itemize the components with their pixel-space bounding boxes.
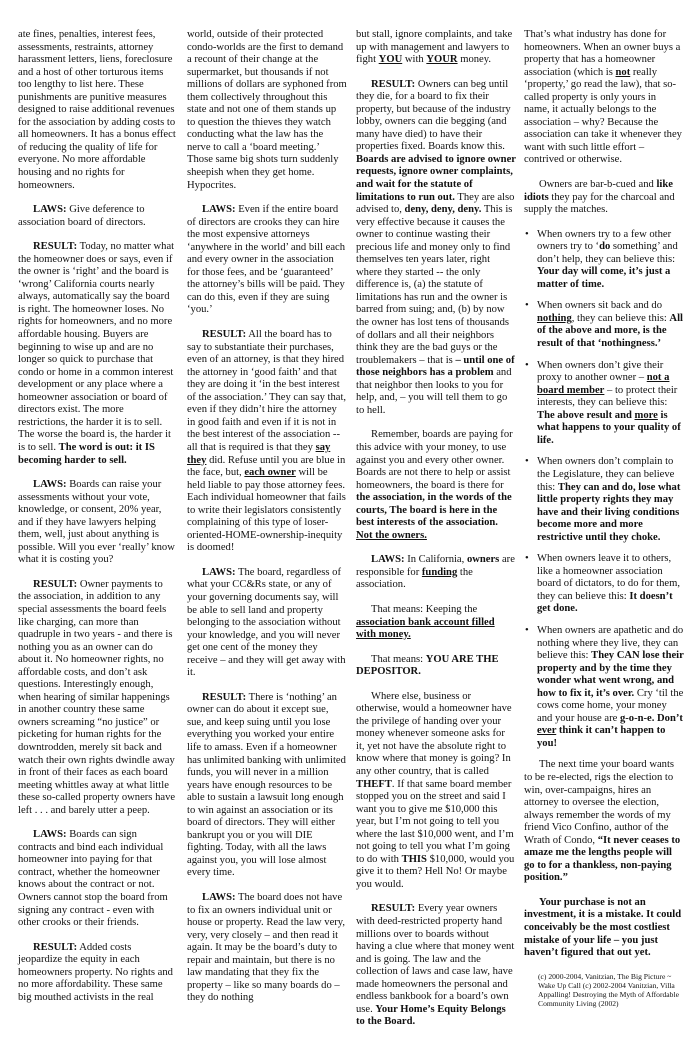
- paragraph-text: Owners are bar-b-cued and: [539, 179, 657, 191]
- paragraph-text: $10,000, would you give it to them? Hell No! Or maybe you would.: [356, 853, 515, 890]
- paragraph: [18, 829, 176, 929]
- paragraph-text: money.: [457, 54, 492, 66]
- paragraph: [356, 654, 516, 679]
- paragraph-text: and that neighbor then looks to you for help, and, – you will tell them to go to hell.: [356, 367, 512, 416]
- emphasis-text: “It never ceases to amaze me the lengths people will go to for a thankless, non-paying position.”: [524, 834, 681, 884]
- emphasis-text: Your day will come, it’s just a matter of time.: [537, 266, 671, 290]
- paragraph-text: , they can believe this:: [571, 312, 670, 324]
- paragraph-text: When owners sit back and do: [537, 300, 663, 312]
- paragraph-text: but stall, ignore complaints, and take up with management and lawyers to fight: [356, 29, 513, 66]
- paragraph: [187, 204, 347, 317]
- paragraph-text: They are also advised to,: [356, 191, 515, 216]
- paragraph: [18, 241, 176, 467]
- paragraph-text: That’s what industry has done for homeowners. When an owner buys a property that has a homeowner association (which is: [524, 29, 681, 78]
- result-label: RESULT:: [33, 941, 78, 953]
- paragraph-text: will be held liable to pay those attorney fees. Each individual homeowner that fails to write their legislators consistently complaining of this type of loser-oriented-HOME-ownership-inequity is doomed!: [187, 467, 346, 554]
- paragraph: [356, 903, 516, 1028]
- paragraph-text: This is very effective because it causes the owner to continue wasting their precious life and money only to find themselves ten years later, right where they started -- the only difference is, (a) the statute of limitations has run and the owner is barred from suing; and, (b) by now the owner has lost tens of thousands of dollars and all their neighbors think they are the bad guys or the troublemakers – that is: [356, 204, 513, 366]
- emphasis-text: All of the above and more, is the result of that ‘nothingness.’: [537, 312, 683, 350]
- bullet-icon: •: [525, 553, 529, 565]
- paragraph-text: Owners can beg until they die, for a board to fix their property, but because of the industry lobby, owners can die begging (and many have died) to have their properties fixed. Boards know this.: [356, 78, 511, 153]
- paragraph-text: When owners try to a few other owners try to ‘: [537, 228, 672, 253]
- emphasis-text: think it can’t happen to you!: [537, 725, 666, 749]
- list-item: [524, 300, 684, 350]
- text-column-3: [356, 29, 516, 1041]
- paragraph: [356, 429, 516, 542]
- underlined-text: ever: [537, 725, 557, 737]
- paragraph: [187, 567, 347, 680]
- paragraph: [187, 29, 347, 192]
- underlined-text: more: [634, 409, 658, 421]
- paragraph-text: The next time your board wants to be re-elected, rigs the election to win, over-campaigns, hires an attorney to oversee the election, always remember the words of my friend Vico Confino, author of the Wrath of Condo,: [524, 759, 675, 846]
- emphasis-text: owners: [466, 554, 500, 566]
- paragraph: [18, 942, 176, 1005]
- paragraph-text: Remember, boards are paying for this advice with your money, to use against you and every other owner. Boards are not there to help or assist homeowners, the board is there for: [356, 429, 513, 491]
- paragraph-text: In California,: [404, 554, 467, 566]
- bullet-icon: •: [525, 300, 529, 312]
- paragraph-text: That means:: [371, 653, 426, 665]
- paragraph-text: When owners don’t give their proxy to another owner –: [537, 359, 664, 384]
- paragraph-text: are responsible for: [356, 554, 515, 578]
- paragraph-text: Give deference to association board of directors.: [18, 204, 146, 228]
- paragraph-text: When owners don’t complain to the Legislature, they can believe this:: [537, 456, 675, 493]
- paragraph-text: When owners leave it to others, like a homeowner association board of dictators, to do for them, they can believe this:: [537, 553, 680, 602]
- paragraph: [356, 79, 516, 418]
- bullet-icon: •: [525, 624, 529, 636]
- text-column-1: [18, 29, 176, 1016]
- paragraph-text: Today, no matter what the homeowner does or says, even if the owner is ‘right’ and the board is ‘wrong’ California courts nearly always, automatically say the board is right. The homeowner loses. No rights for homeowners, and no more affordable housing. Buyers are beginning to wise up and are no longer so quick to purchase that condo or home in a common interest development or any place where a homeowner association or board of directors exist. The more restrictions, the harder it is to sell. The worse the board is, the harder it is to sell.: [18, 241, 175, 453]
- underlined-text: each owner: [244, 467, 296, 479]
- paragraph: [524, 179, 684, 217]
- underlined-text: association bank account filled with money.: [356, 616, 495, 641]
- paragraph-text: really ‘property,’ go read the law), that so-called property is only yours in name, it actually belongs to the association – why? Because the association can take it whenever they want with such little effort – contrived or otherwise.: [524, 66, 682, 166]
- underlined-text: funding: [421, 566, 458, 578]
- underlined-text: nothing: [537, 312, 572, 324]
- paragraph: [356, 554, 516, 592]
- list-item: [524, 229, 684, 292]
- emphasis-text: the association, in the words of the courts, The board is here in the best interests of the association.: [356, 492, 512, 529]
- bullet-icon: •: [525, 456, 529, 468]
- paragraph-text: the association.: [356, 566, 473, 591]
- paragraph-text: Even if the entire board of directors are crooks they can hire the most expensive attorneys ‘anywhere in the world’ and bill each and every owner in the association for those fees, and be ‘guaranteed’ the attorney’s bills will be paid. They can do this, even if they are suing ‘you.’: [187, 204, 346, 316]
- laws-label: LAWS:: [202, 892, 236, 903]
- emphasis-text: It doesn’t get done.: [537, 590, 673, 615]
- paragraph-text: Cry ‘til the cows come home, your money and your house are: [537, 687, 684, 724]
- emphasis-text: – until one of those neighbors has a problem: [356, 354, 515, 379]
- result-label: RESULT:: [202, 691, 247, 703]
- paragraph-text: Boards can raise your assessments without your vote, knowledge, or consent, 20% year, and if they have lawyers helping them, well, just about anything is possible. Will you ever ‘really’ know what it is costing you?: [18, 479, 175, 566]
- paragraph-text: . If that same board member stopped you on the street and said I want you to give me $10,000 this year, but I’m not going to tell you where the last $10,000 went, and I’m not going to tell you what I’m going to do with: [356, 778, 514, 865]
- emphasis-text: The above result and: [537, 409, 635, 421]
- paragraph-text: Added costs jeopardize the equity in each homeowners property. No rights and no more affordability. These same big mouthed activists in the real: [18, 941, 173, 1003]
- list-item: [524, 456, 684, 544]
- paragraph-text: All the board has to say to substantiate their purchases, even of an attorney, is that they hired the attorney in ‘good faith’ and that they are doing it ‘in the best interest of the association.’ They can say that, even if they didn’t hire the attorney in good faith and even if it is not in the best interest of the association -- all that is required is that they: [187, 329, 347, 453]
- paragraph: [356, 691, 516, 892]
- paragraph-text: Owner payments to the association, in addition to any special assessments the board feels like charging, can more than quadruple in two years - and there is nothing you as an owner can do about it. No homeowner rights, no affordable costs, and don’t ask questions. Interestingly enough, when hearing of similar happenings in another country these same owners screaming “no justice” or picketing for human rights for the downtrodden, merely sit back and watch their own rights dwindle away in front of their faces as each board meeting whittles away at what little these so-called property owners have left . . . and barely utter a peep.: [18, 578, 176, 816]
- paragraph: [187, 692, 347, 880]
- laws-label: LAWS:: [371, 554, 405, 566]
- list-item: [524, 553, 684, 616]
- paragraph-text: did. Refuse until you are blue in the face, but,: [187, 454, 346, 479]
- paragraph: [18, 29, 176, 192]
- laws-label: LAWS:: [202, 204, 236, 216]
- paragraph: [187, 892, 347, 1005]
- result-label: RESULT:: [371, 78, 416, 90]
- underlined-text: not: [615, 66, 631, 78]
- bullet-list: [524, 229, 684, 751]
- result-label: RESULT:: [33, 578, 78, 590]
- emphasis-text: THEFT: [356, 778, 392, 790]
- copyright-credit: (c) 2000-2004, Vanitzian, The Big Picture ~ Wake Up Call (c) 2002-2004 Vanitzian, Villa Appalling! Destroying the Myth of Affordable Community Living (2002): [538, 971, 679, 1008]
- laws-label: LAWS:: [33, 204, 67, 216]
- paragraph-text: with: [402, 54, 427, 66]
- paragraph: [18, 479, 176, 567]
- paragraph-text: When owners are apathetic and do nothing where they live, they can believe this:: [537, 624, 684, 662]
- text-column-4: [524, 29, 684, 1008]
- paragraph-text: they pay for the charcoal and supply the matches.: [524, 191, 675, 216]
- emphasis-text: The word is out: it IS becoming harder to sell.: [18, 441, 155, 466]
- paragraph-text: That means: Keeping the: [371, 603, 478, 615]
- underlined-text: YOUR: [426, 54, 458, 66]
- underlined-text: say they: [187, 441, 331, 466]
- paragraph: [18, 579, 176, 817]
- paragraph: [18, 204, 176, 229]
- emphasis-text: Boards are advised to ignore owner requests, ignore owner complaints, and wait for the statute of limitations to run out.: [356, 153, 516, 203]
- emphasis-text: They can and do, lose what little property rights they may have and their living conditions become more and more restrictive until they choke.: [537, 481, 681, 543]
- paragraph-text: world, outside of their protected condo-worlds are the first to demand a recount of their change at the supermarket, but thousands if not millions of dollars are syphoned from them collectively throughout this state and not one of them stands up to question the thieves they watch conducting what the law has the nerve to call a ‘board meeting.’ Those same big shots turn suddenly sheepish when they get home. Hypocrites.: [187, 29, 347, 191]
- bullet-icon: •: [525, 228, 529, 240]
- paragraph: [356, 604, 516, 642]
- paragraph-text: – to protect their interests, they can believe this:: [537, 384, 678, 409]
- laws-label: LAWS:: [202, 566, 236, 578]
- result-label: RESULT:: [371, 903, 416, 915]
- paragraph: [524, 897, 684, 960]
- emphasis-text: They CAN lose their property and by the time they wonder what went wrong, and how to fix it, it’s over.: [537, 650, 684, 699]
- paragraph: [524, 29, 684, 167]
- emphasis-text: YOU ARE THE DEPOSITOR.: [356, 653, 499, 678]
- paragraph-text: Boards can sign contracts and bind each individual homeowner into paying for that contract, whether the homeowner knows about the contract or not. Owners cannot stop the board from signing any contract - even with other crooks or their friends.: [18, 829, 168, 929]
- emphasis-text: is what happens to your quality of life.: [537, 409, 681, 446]
- underlined-text: Not the owners.: [356, 529, 427, 541]
- paragraph-text: something’ and don’t help, they can believe this:: [537, 241, 678, 265]
- bullet-icon: •: [525, 359, 529, 371]
- laws-label: LAWS:: [33, 829, 67, 841]
- list-item: [524, 360, 684, 448]
- emphasis-text: do: [599, 241, 611, 253]
- underlined-text: YOU: [378, 54, 403, 66]
- emphasis-text: like idiots: [524, 179, 673, 203]
- emphasis-text: Your purchase is not an investment, it is a mistake. It could conceivably be the most costliest mistake of your life – you just haven’t figured that out yet.: [524, 896, 682, 959]
- laws-label: LAWS:: [33, 479, 67, 491]
- paragraph: [187, 329, 347, 555]
- paragraph: [356, 29, 516, 67]
- paragraph-text: The board does not have to fix an owners individual unit or house or property. Read the law very, very, very closely – and then read it again. It may be the board’s duty to repair and maintain, but there is no law mandating that they fix the property – like so many boards do – they do nothing: [187, 892, 346, 1004]
- emphasis-text: g-o-n-e. Don’t: [619, 712, 683, 724]
- underlined-text: not a board member: [537, 372, 670, 396]
- result-label: RESULT:: [202, 329, 247, 341]
- paragraph-text: Every year owners with deed-restricted property hand millions over to boards without having a clue where that money went and is going. The law and the collection of laws and case law, have made homeowners the personal and endless bankbook for a board’s own use.: [356, 903, 515, 1015]
- emphasis-text: deny, deny, deny.: [404, 204, 482, 216]
- paragraph-text: ate fines, penalties, interest fees, assessments, restraints, attorney harassment letters, liens, foreclosure and a host of other torturous items too lengthy to list here. These punishments are punitive measures designed to raise additional revenues for the association by adding costs to all homeowners. It has a bonus effect of reducing the quality of life for everyone. No more affordable housing and no rights for homeowners.: [18, 29, 176, 191]
- text-column-2: [187, 29, 347, 1017]
- paragraph-text: The board, regardless of what your CC&Rs state, or any of your governing documents say, will be able to sell land and property belonging to the association without your knowledge, and you will never get one cent of the money they receive – and they will get away with it.: [187, 566, 346, 679]
- paragraph-text: Where else, business or otherwise, would a homeowner have the privilege of handing over your money whenever someone asks for it, yet not have the absolute right to know where that money is going? In any other country, that is called: [356, 690, 512, 777]
- emphasis-text: Your Home’s Equity Belongs to the Board.: [356, 1003, 506, 1028]
- paragraph-text: There is ‘nothing’ an owner can do about it except sue, sue, and keep suing until you lose everything you worked your entire life to amass. Even if a homeowner has unlimited banking with unlimited funds, you will never in a million years have enough resources to be able to sustain a lawsuit long enough to win against an association or its board of directors. They will either bankrupt you or you will DIE fighting. Today, with all the laws against you, you will lose almost every time.: [187, 691, 346, 879]
- paragraph: [524, 759, 684, 884]
- emphasis-text: THIS: [401, 853, 427, 865]
- result-label: RESULT:: [33, 241, 78, 253]
- list-item: [524, 625, 684, 750]
